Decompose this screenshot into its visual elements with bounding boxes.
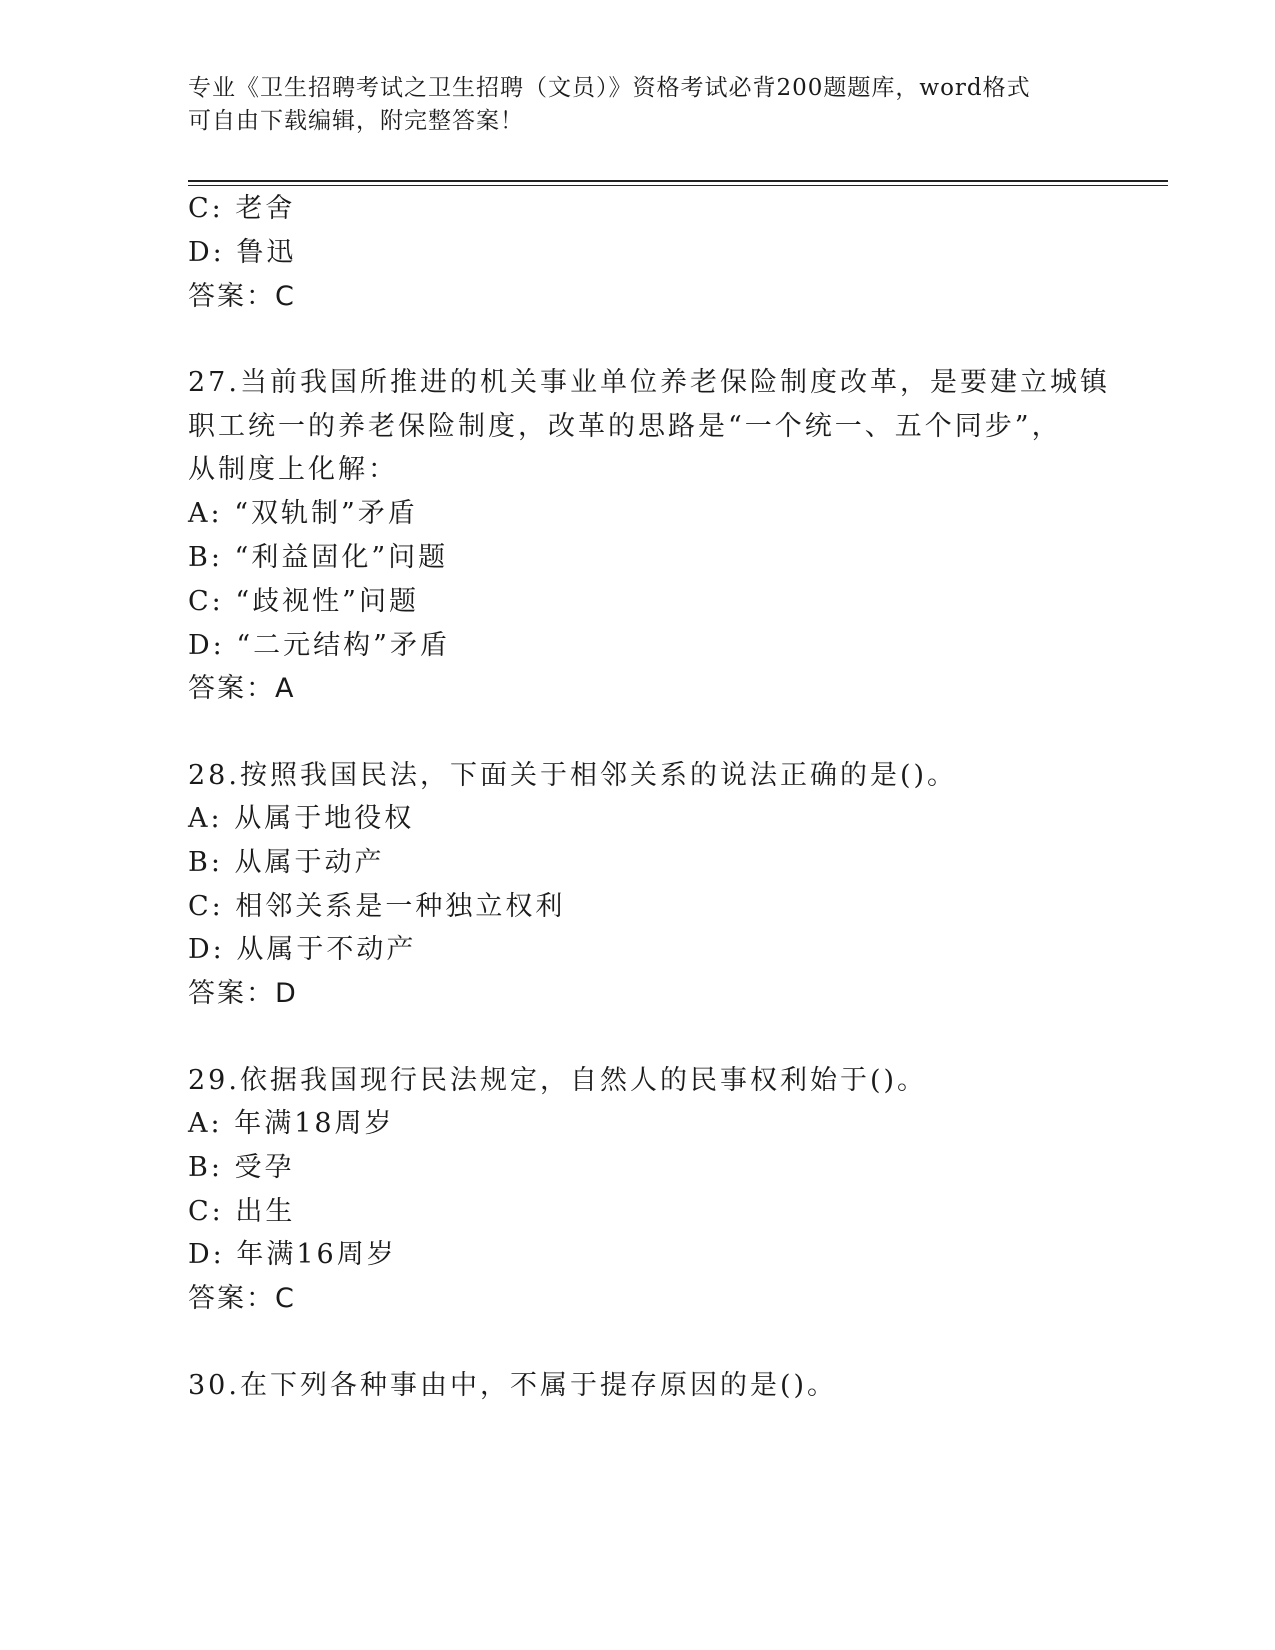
- question-text-line: 28.按照我国民法，下面关于相邻关系的说法正确的是()。: [188, 760, 958, 791]
- option-letter: B:: [188, 1152, 223, 1183]
- option-letter: C:: [188, 586, 224, 617]
- option-text: “二元结构”矛盾: [236, 630, 450, 661]
- option-line: [188, 497, 418, 531]
- option-line: [188, 192, 295, 226]
- option-text: 受孕: [234, 1152, 295, 1183]
- option-letter: D:: [188, 630, 225, 661]
- option-line: [188, 1195, 295, 1229]
- option-line: [188, 236, 296, 270]
- header-divider-thin: [188, 185, 1168, 186]
- option-line: [188, 585, 419, 619]
- option-letter: C:: [188, 891, 224, 922]
- option-letter: D:: [188, 1239, 225, 1270]
- option-text: 从属于地役权: [234, 803, 415, 834]
- option-text: 年满18周岁: [234, 1108, 395, 1139]
- option-letter: C:: [188, 193, 224, 224]
- question-text-line: 27.当前我国所推进的机关事业单位养老保险制度改革，是要建立城镇: [188, 367, 1110, 398]
- option-text: “利益固化”问题: [234, 542, 449, 573]
- header-line-1: 专业《卫生招聘考试之卫生招聘（文员）》资格考试必背200题题库，word格式: [188, 75, 1031, 101]
- option-line: [188, 1151, 295, 1185]
- header-line-2: 可自由下载编辑，附完整答案！: [188, 108, 524, 134]
- question-text-line: 职工统一的养老保险制度，改革的思路是“一个统一、五个同步”，: [188, 411, 1062, 442]
- option-text: 出生: [235, 1196, 296, 1227]
- option-letter: A:: [188, 1108, 223, 1139]
- option-line: [188, 890, 565, 924]
- option-line: [188, 1238, 397, 1272]
- option-letter: A:: [188, 498, 223, 529]
- option-letter: D:: [188, 934, 225, 965]
- option-text: “双轨制”矛盾: [234, 498, 418, 529]
- header-divider-thick: [188, 180, 1168, 182]
- option-letter: B:: [188, 847, 223, 878]
- option-letter: D:: [188, 237, 225, 268]
- option-line: [188, 846, 385, 880]
- question-text-line: 30.在下列各种事由中，不属于提存原因的是()。: [188, 1370, 838, 1401]
- option-letter: A:: [188, 803, 223, 834]
- option-line: [188, 1107, 395, 1141]
- question-text-line: 29.依据我国现行民法规定，自然人的民事权利始于()。: [188, 1065, 928, 1096]
- option-text: 年满16周岁: [236, 1239, 397, 1270]
- answer-line: 答案：C: [188, 281, 296, 312]
- option-text: 鲁迅: [236, 237, 297, 268]
- answer-line: 答案：D: [188, 978, 298, 1009]
- option-line: [188, 802, 414, 836]
- question-text-line: 从制度上化解：: [188, 454, 398, 485]
- option-text: 老舍: [235, 193, 296, 224]
- option-text: 从属于不动产: [236, 934, 417, 965]
- option-text: 相邻关系是一种独立权利: [235, 891, 566, 922]
- option-text: 从属于动产: [234, 847, 385, 878]
- option-line: [188, 933, 416, 967]
- option-text: “歧视性”问题: [235, 586, 419, 617]
- option-letter: C:: [188, 1196, 224, 1227]
- option-line: [188, 629, 450, 663]
- answer-line: 答案：C: [188, 1283, 296, 1314]
- document-header: [188, 72, 1088, 138]
- answer-line: 答案：A: [188, 673, 296, 704]
- option-letter: B:: [188, 542, 223, 573]
- option-line: [188, 541, 448, 575]
